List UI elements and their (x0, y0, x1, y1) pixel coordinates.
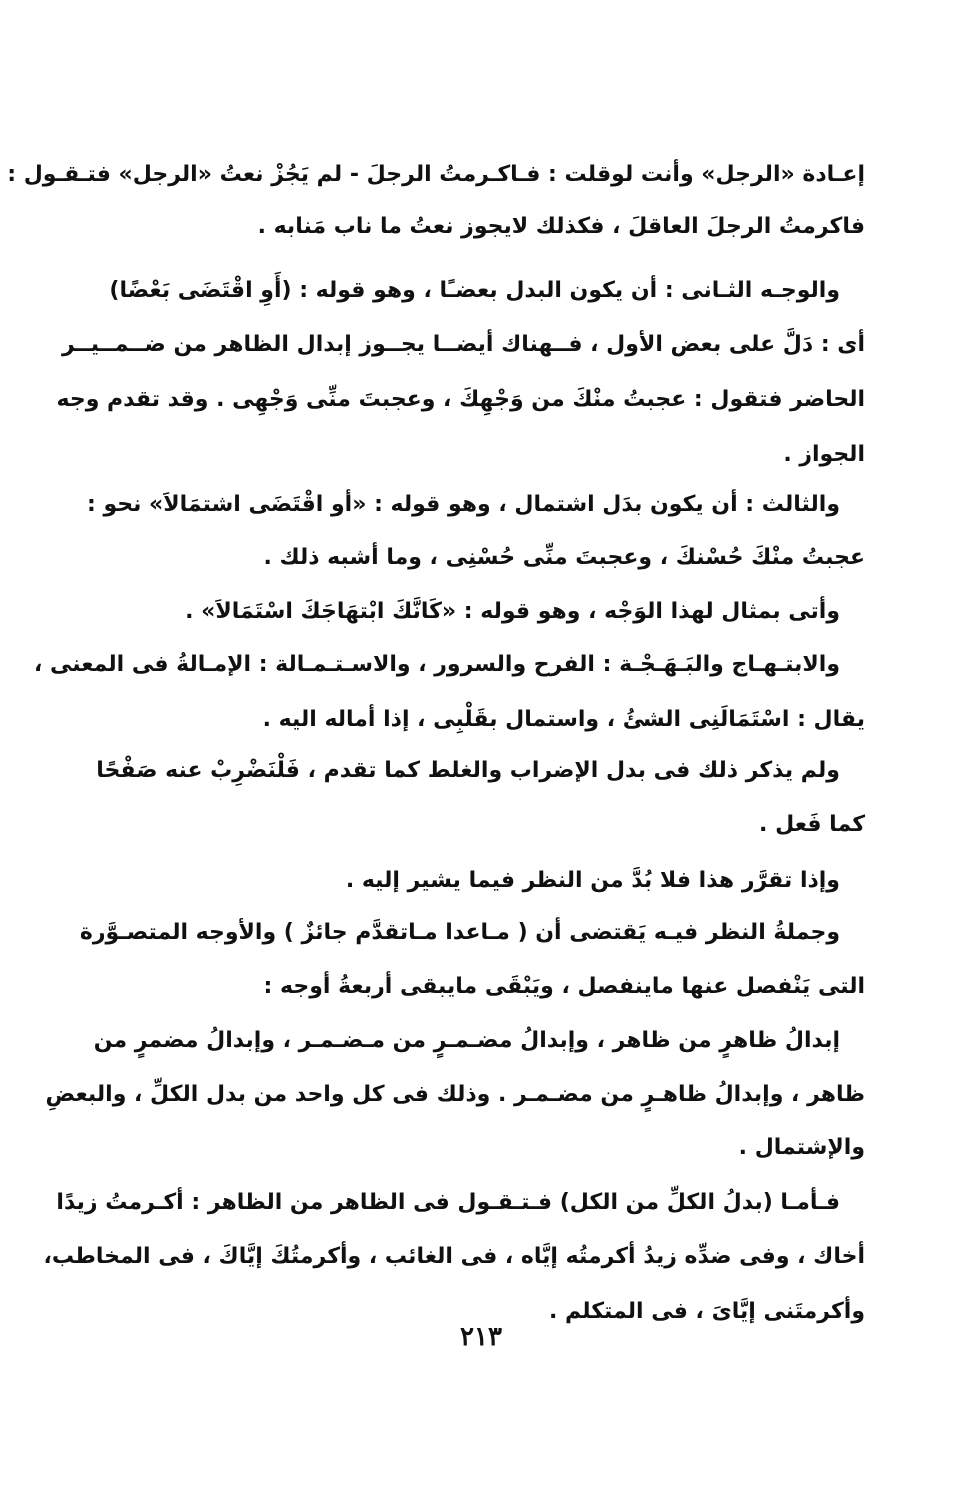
text-line: ظاهر ، وإبدالُ ظاهـرٍ من مضـمـر . وذلك فى كل واحد من بدل الكلِّ ، والبعضِ (45, 1082, 865, 1107)
text-line: والوجـه الثـانى : أن يكون البدل بعضـًا ، وهو قوله : (أَوِ اقْتَضَى بَعْضًا) (109, 278, 840, 303)
text-line: أى : دَلَّ على بعض الأول ، فــهناك أيضــا يجــوز إبدال الظاهر من ضــمــيــر (62, 332, 865, 357)
text-line: وجملةُ النظر فيـه يَقتضى أن ( مـاعدا مـاتقدَّم جائزٌ ) والأوجه المتصـوَّرة (79, 920, 840, 945)
text-line: وإذا تقرَّر هذا فلا بُدَّ من النظر فيما يشير إليه . (345, 868, 840, 893)
text-line: أخاك ، وفى ضدِّه زيدُ أكرمتُه إيَّاه ، فى الغائب ، وأكرمتُكَ إيَّاكَ ، فى المخاطب، (43, 1244, 865, 1269)
text-line: فـأمـا (بدلُ الكلِّ من الكل) فـتـقـول فى الظاهر من الظاهر : أكـرمتُ زيدًا (56, 1190, 840, 1215)
text-line: يقال : اسْتَمَالَنِى الشئُ ، واستمال بقَلْبِى ، إذا أماله اليه . (262, 707, 865, 732)
page-number: ٢١٣ (460, 1322, 502, 1352)
text-line: فاكرمتُ الرجلَ العاقلَ ، فكذلك لايجوز نعتُ ما ناب مَنابه . (257, 214, 865, 239)
text-line: والثالث : أن يكون بدَل اشتمال ، وهو قوله : «أو اقْتَضَى اشتمَالاَ» نحو : (87, 492, 840, 517)
text-line: وأكرمتَنى إيَّاىَ ، فى المتكلم . (549, 1299, 865, 1324)
text-line: والإشتمال . (738, 1135, 865, 1160)
text-line: ولم يذكر ذلك فى بدل الإضراب والغلط كما تقدم ، فَلْنَضْرِبْ عنه صَفْحًا (96, 758, 840, 783)
text-line: إعـادة «الرجل» وأنت لوقلت : فـاكـرمتُ الرجلَ - لم يَجُزْ نعتُ «الرجل» فتـقـول : (7, 162, 865, 187)
text-line: والابتـهـاج والبَـهَـجْـة : الفرح والسرور ، والاسـتـمـالة : الإمـالةُ فى المعنى ، (33, 652, 840, 677)
text-line: إبدالُ ظاهرٍ من ظاهر ، وإبدالُ مضـمـرٍ من مـضـمـر ، وإبدالُ مضمرٍ من (93, 1028, 840, 1053)
text-line: التى يَنْفصل عنها ماينفصل ، ويَبْقَى مايبقى أربعةُ أوجه : (263, 974, 865, 999)
document-page (7, 150, 865, 1350)
text-line: الحاضر فتقول : عجبتُ منْكَ من وَجْهِكَ ، وعجبتَ منِّى وَجْهِى . وقد تقدم وجه (56, 387, 865, 412)
text-line: وأتى بمثال لهذا الوَجْه ، وهو قوله : «كَانَّكَ ابْتهَاجَكَ اسْتَمَالاَ» . (185, 599, 840, 624)
text-line: عجبتُ منْكَ حُسْنكَ ، وعجبتَ منِّى حُسْنِى ، وما أشبه ذلك . (263, 545, 865, 570)
text-line: الجواز . (783, 442, 865, 467)
text-line: كما فَعل . (759, 812, 865, 837)
